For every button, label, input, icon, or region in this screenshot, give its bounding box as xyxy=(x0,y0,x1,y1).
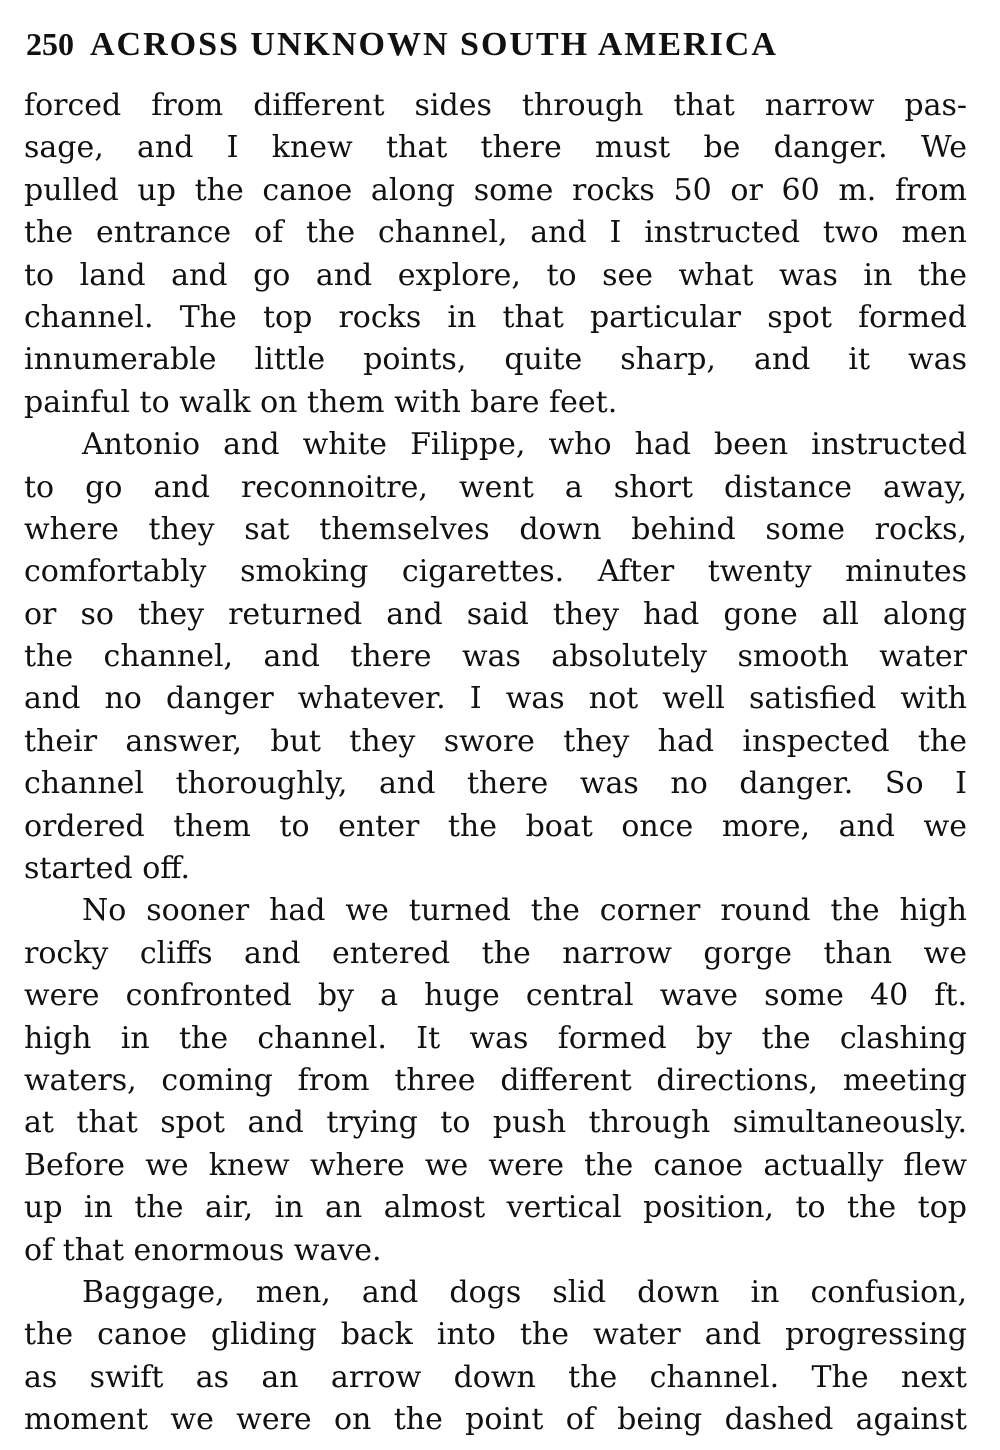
text-line: where they sat themselves down behind some rocks, xyxy=(24,511,967,547)
text-line: and no danger whatever. I was not well satisfied with xyxy=(24,681,967,717)
book-title: ACROSS UNKNOWN SOUTH AMERICA xyxy=(90,26,778,63)
text-line: rocky cliffs and entered the narrow gorge than we xyxy=(24,935,967,971)
text-line: the channel, and there was absolutely smooth water xyxy=(24,639,967,675)
text-line: up in the air, in an almost vertical position, to the top xyxy=(24,1190,967,1226)
text-line: Antonio and white Filippe, who had been instructed xyxy=(82,427,967,463)
text-line: started off. xyxy=(24,851,191,887)
text-line: their answer, but they swore they had inspected the xyxy=(24,723,967,759)
text-line: moment we were on the point of being dashed against xyxy=(24,1402,967,1438)
text-line: the entrance of the channel, and I instructed two men xyxy=(24,215,967,251)
paragraph-1 xyxy=(24,85,967,424)
text-line: or so they returned and said they had gone all along xyxy=(24,596,967,632)
text-line: sage, and I knew that there must be danger. We xyxy=(24,130,967,166)
text-line: high in the channel. It was formed by the clashing xyxy=(24,1020,967,1056)
text-line: painful to walk on them with bare feet. xyxy=(24,384,618,420)
text-line: Baggage, men, and dogs slid down in confusion, xyxy=(82,1274,967,1310)
running-head xyxy=(26,26,778,66)
text-line: channel thoroughly, and there was no danger. So I xyxy=(24,766,967,802)
body-text xyxy=(24,85,967,1442)
text-line: to go and reconnoitre, went a short distance away, xyxy=(24,469,967,505)
text-line: at that spot and trying to push through simultaneously. xyxy=(24,1105,967,1141)
paragraph-4 xyxy=(24,1272,967,1442)
text-line: Before we knew where we were the canoe actually flew xyxy=(24,1147,967,1183)
text-line: waters, coming from three different directions, meeting xyxy=(24,1062,967,1098)
text-line: No sooner had we turned the corner round the high xyxy=(82,893,967,929)
text-line: the canoe gliding back into the water and progressing xyxy=(24,1317,967,1353)
text-line: to land and go and explore, to see what was in the xyxy=(24,257,967,293)
text-line: were confronted by a huge central wave some 40 ft. xyxy=(24,978,967,1014)
text-line: ordered them to enter the boat once more, and we xyxy=(24,808,967,844)
page-number: 250 xyxy=(26,26,74,62)
text-line: pulled up the canoe along some rocks 50 or 60 m. from xyxy=(24,172,967,208)
text-line: channel. The top rocks in that particular spot formed xyxy=(24,299,967,335)
paragraph-2 xyxy=(24,424,967,890)
text-line: of that enormous wave. xyxy=(24,1232,382,1268)
paragraph-3 xyxy=(24,890,967,1272)
text-line: forced from different sides through that narrow pas- xyxy=(24,88,967,123)
text-line: as swift as an arrow down the channel. The next xyxy=(24,1359,967,1395)
text-line: innumerable little points, quite sharp, and it was xyxy=(24,342,967,378)
text-line: comfortably smoking cigarettes. After twenty minutes xyxy=(24,554,967,590)
